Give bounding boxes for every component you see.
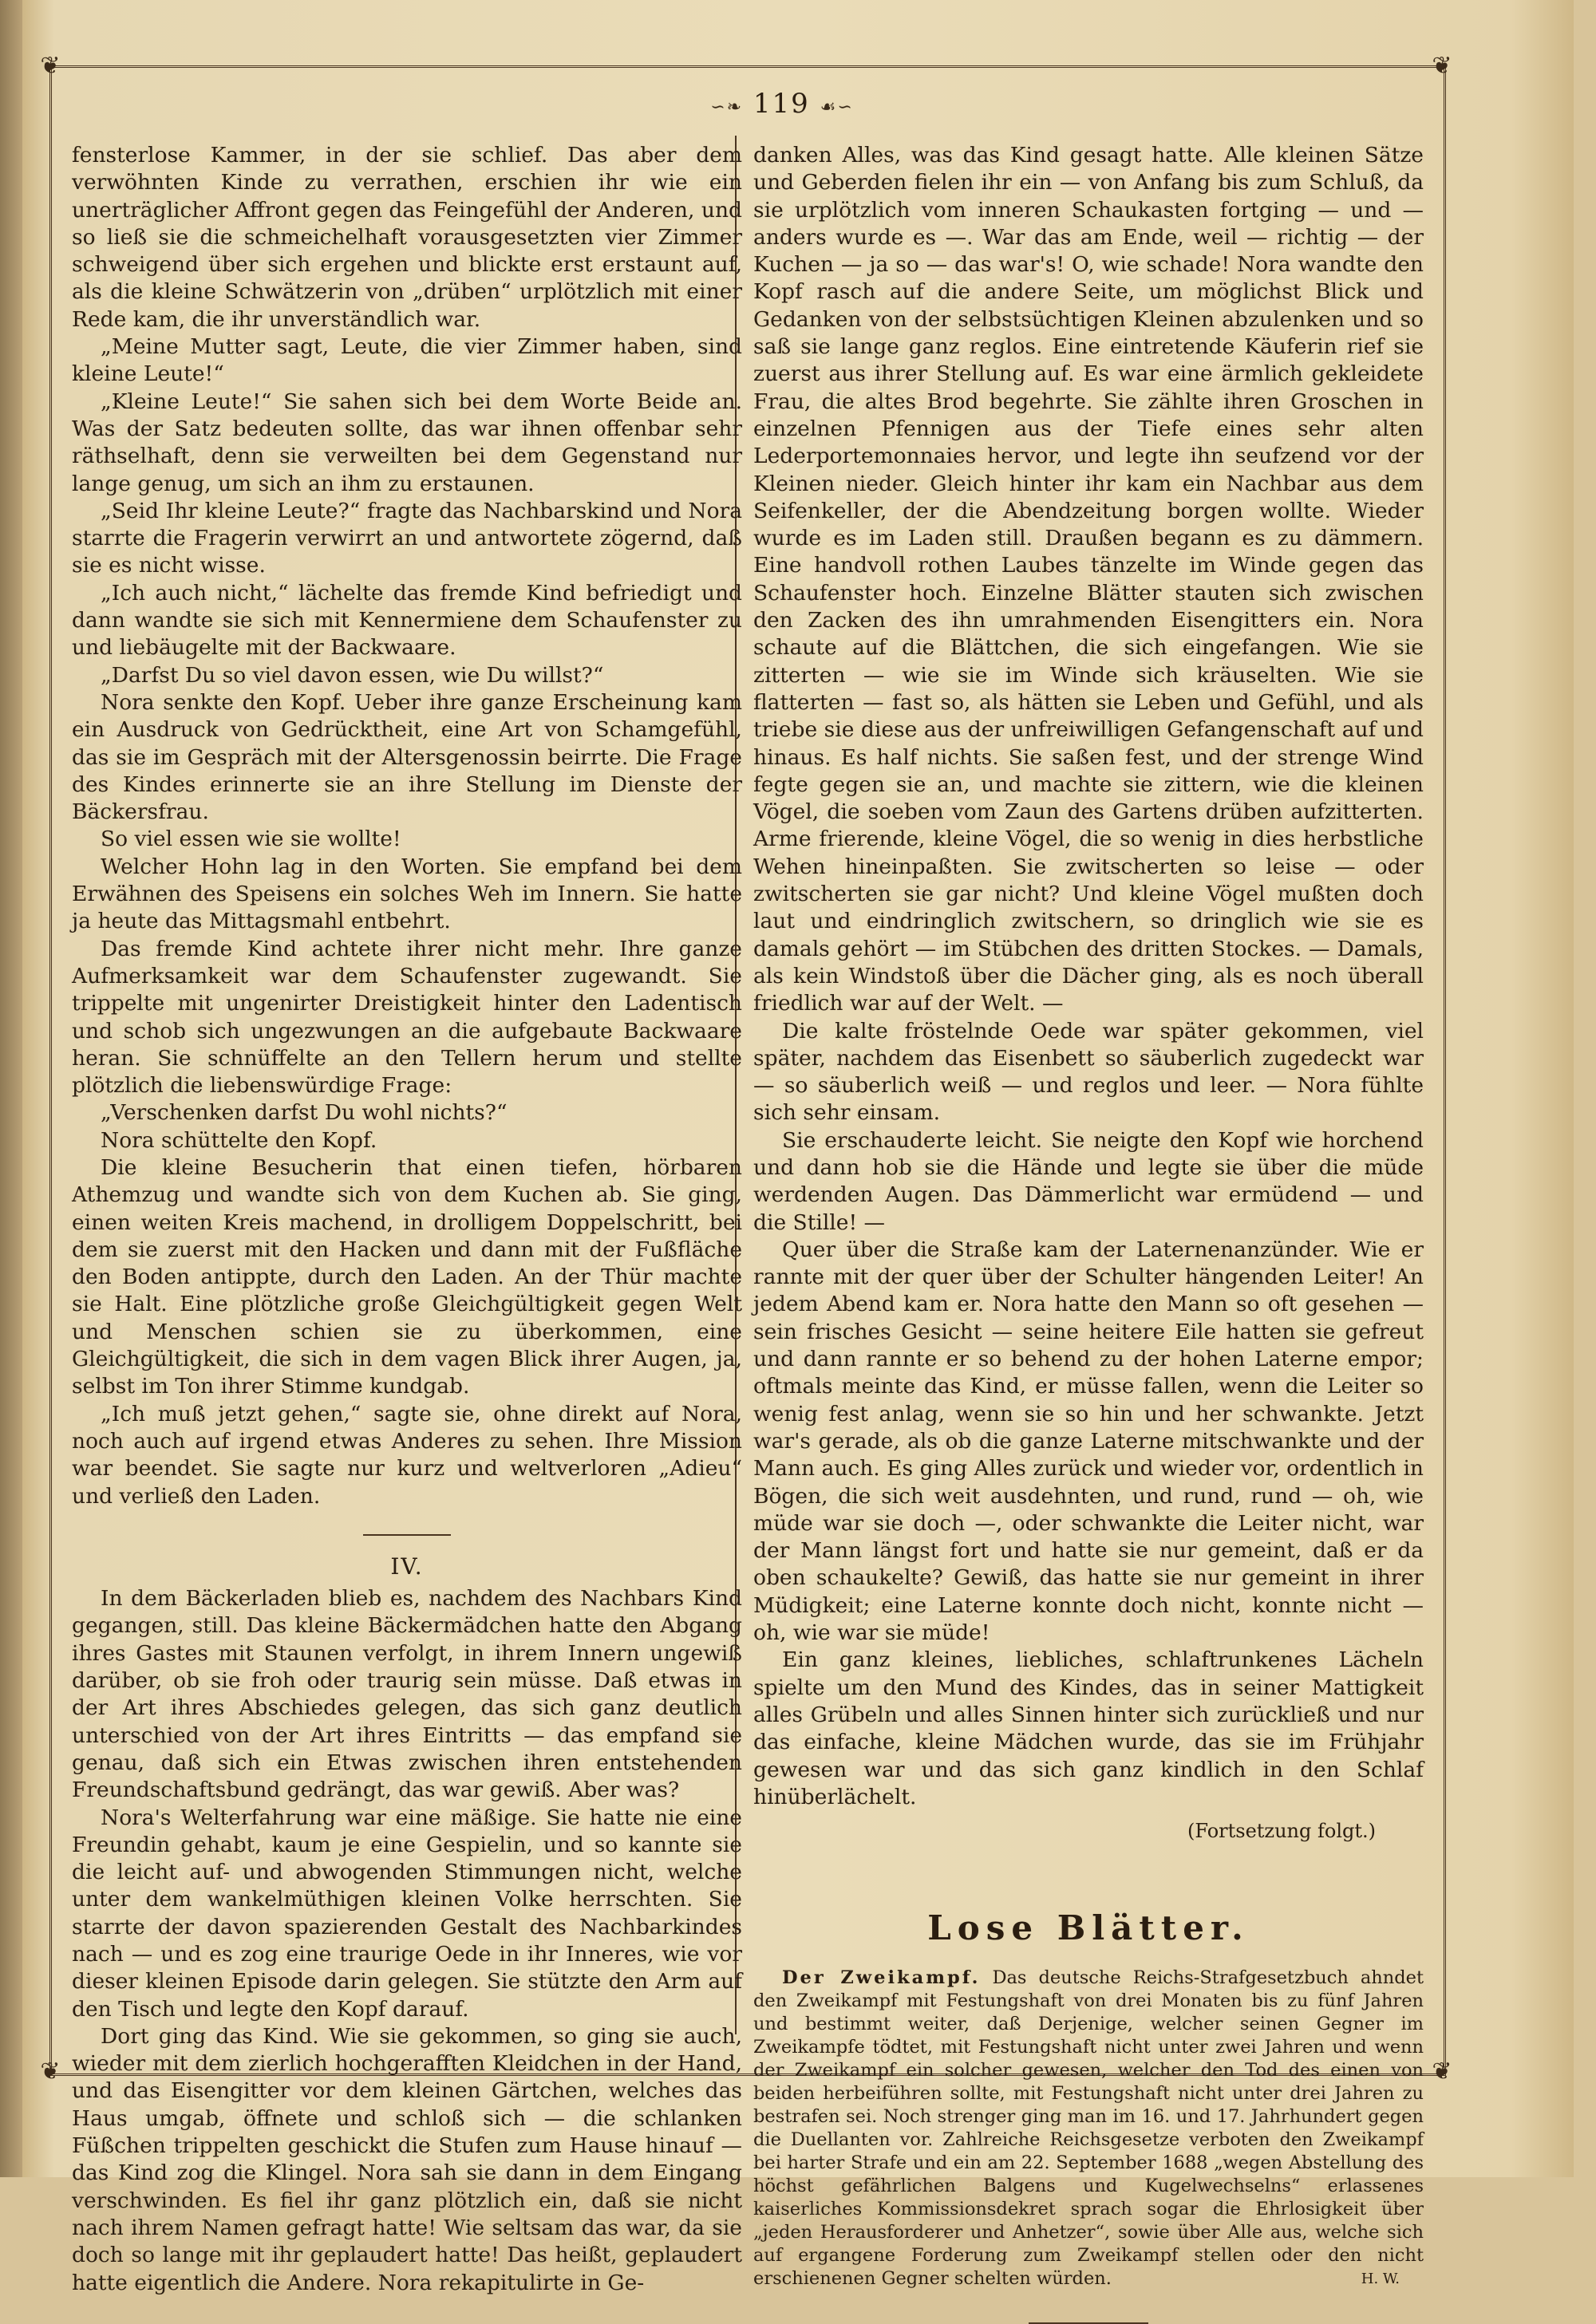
paragraph: Das fremde Kind achtete ihrer nicht mehr. Ihre ganze Aufmerksamkeit war dem Schaufenster zugewandt. Sie trippelte mit ungenirter Dreistigkeit hinter den Ladentisch und schob sich ungezwungen an die aufgebaute Backwaare heran. Sie schnüffelte an den Tellern herum und stellte plötzlich die liebenswürdige Frage: — [72, 936, 742, 1099]
paragraph: „Darfst Du so viel davon essen, wie Du willst?“ — [101, 662, 604, 688]
paragraph: „Verschenken darfst Du wohl nichts?“ — [101, 1100, 508, 1126]
paragraph: Nora's Welterfahrung war eine mäßige. Sie hatte nie eine Freundin gehabt, kaum je eine Gespielin, und so kannte sie die leicht auf- und abwogenden Stimmungen nicht, welche unter dem wankelmüthigen kleinen Volke herrschten. Sie starrte der davon spazierenden Gestalt des Nachbarkindes nach — und es zog eine traurige Oede in ihr Inneres, wie vor dieser kleinen Episode darin gelegen. Sie stützte den Arm auf den Tisch und legte den Kopf darauf. — [72, 1805, 742, 2022]
right-column — [753, 142, 1424, 2324]
paragraph: Welcher Hohn lag in den Worten. Sie empfand bei dem Erwähnen des Speisens ein solches Weh im Innern. Sie hatte ja heute das Mittagsmahl entbehrt. — [72, 854, 742, 934]
paragraph: fensterlose Kammer, in der sie schlief. Das aber dem verwöhnten Kinde zu verrathen, erschien ihr wie ein unerträglicher Affront gegen das Feingefühl der Anderen, und so ließ sie die schmeichelhaft vorausgesetzten vier Zimmer schweigend über sich ergehen und blickte erst erstaunt auf, als die kleine Schwätzerin von „drüben“ urplötzlich mit einer Rede kam, die ihr unverständlich war. — [72, 143, 742, 332]
article-body: Das deutsche Reichs-Strafgesetzbuch ahndet den Zweikampf mit Festungshaft von drei Monaten bis zu fünf Jahren und bestimmt weiter, daß Derjenige, welcher seinen Gegner im Zweikampfe tödtet, mit Festungshaft nicht unter zwei Jahren und wenn der Zweikampf ein solcher gewesen, welcher den Tod des einen von beiden herbeiführen sollte, mit Festungshaft nicht unter drei Jahren zu bestrafen sei. Noch strenger ging man im 16. und 17. Jahrhundert gegen die Duellanten vor. Zahlreiche Reichsgesetze verboten den Zweikampf bei harter Strafe und ein am 22. September 1688 „wegen Abstellung des höchst gefährlichen Balgens und Kugelwechselns“ erlassenes kaiserliches Kommissionsdekret sprach sogar die Ehrlosigkeit über „jeden Herausforderer und Anhetzer“, sowie über Alle aus, welche sich auf ergangene Forderung zum Zweikampf stellen oder den nicht erschienenen Gegner schelten würden. — [753, 1967, 1424, 2289]
paragraph: Dort ging das Kind. Wie sie gekommen, so ging sie auch, wieder mit dem zierlich hochgerafften Kleidchen in der Hand, und das Eisengitter vor dem kleinen Gärtchen, welches das Haus umgab, öffnete und schloß sich — die schlanken Füßchen trippelten geschickt die Stufen zum Hause hinauf — das Kind zog die Klingel. Nora sah sie dann in dem Eingang verschwinden. Es fiel ihr ganz plötzlich ein, daß sie nicht nach ihrem Namen gefragt hatte! Wie seltsam das war, da sie doch so lange mit ihr geplaudert hatte! Das heißt, geplaudert hatte eigentlich die Andere. Nora rekapitulirte in Ge- — [72, 2023, 742, 2295]
page-number — [678, 88, 886, 120]
section-rule — [363, 1534, 451, 1536]
paragraph: In dem Bäckerladen blieb es, nachdem des Nachbars Kind gegangen, still. Das kleine Bäckermädchen hatte den Abgang ihres Gastes mit Staunen verfolgt, in ihrem Innern ungewiß darüber, ob sie froh oder traurig sein müsse. Daß etwas in der Art ihres Abschiedes gelegen, das sich ganz deutlich unterschied von der Art ihres Eintritts — das empfand sie genau, daß sich ein Etwas zwischen ihren entstehenden Freundschaftsbund gedrängt, das war gewiß. Aber was? — [72, 1586, 742, 1803]
paragraph: „Ich muß jetzt gehen,“ sagte sie, ohne direkt auf Nora, noch auch auf irgend etwas Anderes zu sehen. Ihre Mission war beendet. Sie sagte nur kurz und weltverloren „Adieu“ und verließ den Laden. — [72, 1401, 742, 1509]
corner-ornament-icon: ❦ — [40, 52, 61, 80]
paragraph: Die kalte fröstelnde Oede war später gekommen, viel später, nachdem das Eisenbett so säuberlich zugedeckt war — so säuberlich weiß — und reglos und leer. — Nora fühlte sich sehr einsam. — [753, 1018, 1424, 1126]
corner-ornament-icon: ❦ — [40, 2058, 61, 2085]
left-column — [72, 142, 742, 2297]
binding-gutter — [0, 0, 22, 2177]
flourish-right-icon: ☙∽ — [820, 97, 854, 117]
article-initials: H. W. — [1361, 2270, 1400, 2287]
paragraph: „Seid Ihr kleine Leute?“ fragte das Nachbarskind und Nora starrte die Fragerin verwirrt an und antwortete zögernd, daß sie es nicht wisse. — [72, 498, 742, 578]
paragraph: Nora schüttelte den Kopf. — [101, 1127, 377, 1153]
section-number: IV. — [390, 1553, 424, 1580]
paragraph: Die kleine Besucherin that einen tiefen, hörbaren Athemzug und wandte sich von dem Kuchen ab. Sie ging, einen weiten Kreis machend, in drolligem Doppelschritt, bei dem sie zuerst mit den Hacken und dann mit der Fußfläche den Boden antippte, durch den Laden. An der Thür machte sie Halt. Eine plötzliche große Gleichgültigkeit gegen Welt und Menschen schien sie zu überkommen, eine Gleichgültigkeit, die sich in dem vagen Blick ihrer Augen, ja, selbst im Ton ihrer Stimme kundgab. — [72, 1154, 742, 1399]
paragraph: „Kleine Leute!“ Sie sahen sich bei dem Worte Beide an. Was der Satz bedeuten sollte, das war ihnen offenbar sehr räthselhaft, denn sie verweilten bei dem Gegenstand nur lange genug, um sich an ihm zu erstaunen. — [72, 389, 742, 496]
paragraph: Sie erschauderte leicht. Sie neigte den Kopf wie horchend und dann hob sie die Hände und legte sie über die müde werdenden Augen. Das Dämmerlicht war ermüdend — und die Stille! — — [753, 1127, 1424, 1235]
corner-ornament-icon: ❦ — [1432, 2058, 1452, 2085]
article — [753, 1967, 1424, 2290]
flourish-left-icon: ∽❧ — [710, 97, 744, 117]
article-heading: Der Zweikampf. — [782, 1967, 981, 1988]
corner-ornament-icon: ❦ — [1432, 52, 1452, 80]
page-number-text: 119 — [753, 88, 810, 120]
paragraph: „Meine Mutter sagt, Leute, die vier Zimmer haben, sind kleine Leute!“ — [72, 334, 742, 387]
paragraph: Quer über die Straße kam der Laternenanzünder. Wie er rannte mit der quer über der Schulter hängenden Leiter! An jedem Abend kam er. Nora hatte den Mann so oft gesehen — sein frisches Gesicht — seine heitere Eile hatten sie gefreut und dann rannte er so behend zu der hohen Laterne empor; oftmals meinte das Kind, er müsse fallen, wenn die Leiter so wenig fest anlag, wenn sie so hin und her schwankte. Jetzt war's gerade, als ob die ganze Laterne mitschwankte und der Mann auch. Es ging Alles zurück und wieder vor, ordentlich in Bögen, die sich weit ausdehnten, und rund, rund — oh, wie müde war sie doch —, oder schwankte die Leiter nicht, war der Mann längst fort und hatte sie nur gemeint, daß er da oben schaukelte? Gewiß, das hatte sie nur gemeint in ihrer Müdigkeit; eine Laterne konnte doch nicht, konnte nicht — oh, wie war sie müde! — [753, 1237, 1424, 1646]
paragraph: „Ich auch nicht,“ lächelte das fremde Kind befriedigt und dann wandte sie sich mit Kennermiene dem Schaufenster zu und liebäugelte mit der Backwaare. — [72, 580, 742, 661]
paragraph: Ein ganz kleines, liebliches, schlaftrunkenes Lächeln spielte um den Mund des Kindes, das in seiner Mattigkeit alles Grübeln und alles Sinnen hinter sich zurückließ und nur das einfache, kleine Mädchen wurde, das sie im Frühjahr gewesen war und das sich ganz kindlich in den Schlaf hinüberlächelt. — [753, 1647, 1424, 1809]
section-title: Lose Blätter. — [927, 1908, 1250, 1948]
paragraph: Nora senkte den Kopf. Ueber ihre ganze Erscheinung kam ein Ausdruck von Gedrücktheit, eine Art von Schamgefühl, das sie im Gespräch mit der Altersgenossin beirrte. Die Frage des Kindes erinnerte sie an ihre Stellung im Dienste der Bäckersfrau. — [72, 689, 742, 825]
paragraph: danken Alles, was das Kind gesagt hatte. Alle kleinen Sätze und Geberden fielen ihr ein — von Anfang bis zum Schluß, da sie urplötzlich vom inneren Schaukasten fortging — und — anders wurde es —. War das am Ende, weil — richtig — der Kuchen — ja so — das war's! O, wie schade! Nora wandte den Kopf rasch auf die andere Seite, um möglichst Blick und Gedanken von der selbstsüchtigen Kleinen abzulenken und so saß sie lange ganz reglos. Eine eintretende Käuferin rief sie zuerst aus ihrer Stellung auf. Es war eine ärmlich gekleidete Frau, die altes Brod begehrte. Sie zählte ihren Groschen in einzelnen Pfennigen aus der Tiefe eines sehr alten Lederportemonnaies hervor, und legte ihn seufzend vor der Kleinen nieder. Gleich hinter ihr kam ein Nachbar aus dem Seifenkeller, der die Abendzeitung borgen wollte. Wieder wurde es im Laden still. Draußen begann es zu dämmern. Eine handvoll rothen Laubes tänzelte im Winde gegen das Schaufenster hoch. Einzelne Blätter stauten sich zwischen den Zacken des ihn umrahmenden Eisengitters ein. Nora schaute auf die Blättchen, die sich eingefangen. Wie sie zitterten — wie sie im Winde sich kräuselten. Wie sie flatterten — fast so, als hätten sie Leben und Gefühl, und als triebe sie diese aus der unfreiwilligen Gefangenschaft auf und hinaus. Es half nichts. Sie saßen fest, und der strenge Wind fegte gegen sie an, und machte sie zittern, wie die kleinen Vögel, die soeben vom Zaun des Gartens drüben aufzitterten. Arme frierende, kleine Vögel, die so wenig in dies herbstliche Wehen hineinpaßten. Sie zwitscherten so leise — oder zwitscherten sie gar nicht? Und kleine Vögel mußten doch laut und eindringlich zwitschern, so dringlich wie sie es damals gehört — im Stübchen des dritten Stockes. — Damals, als kein Windstoß über die Dächer ging, als es noch überall friedlich war auf der Welt. — — [753, 143, 1424, 1016]
paragraph: So viel essen wie sie wollte! — [101, 827, 401, 852]
article-end-rule — [1029, 2322, 1148, 2324]
continuation-note: (Fortsetzung folgt.) — [1187, 1820, 1376, 1843]
